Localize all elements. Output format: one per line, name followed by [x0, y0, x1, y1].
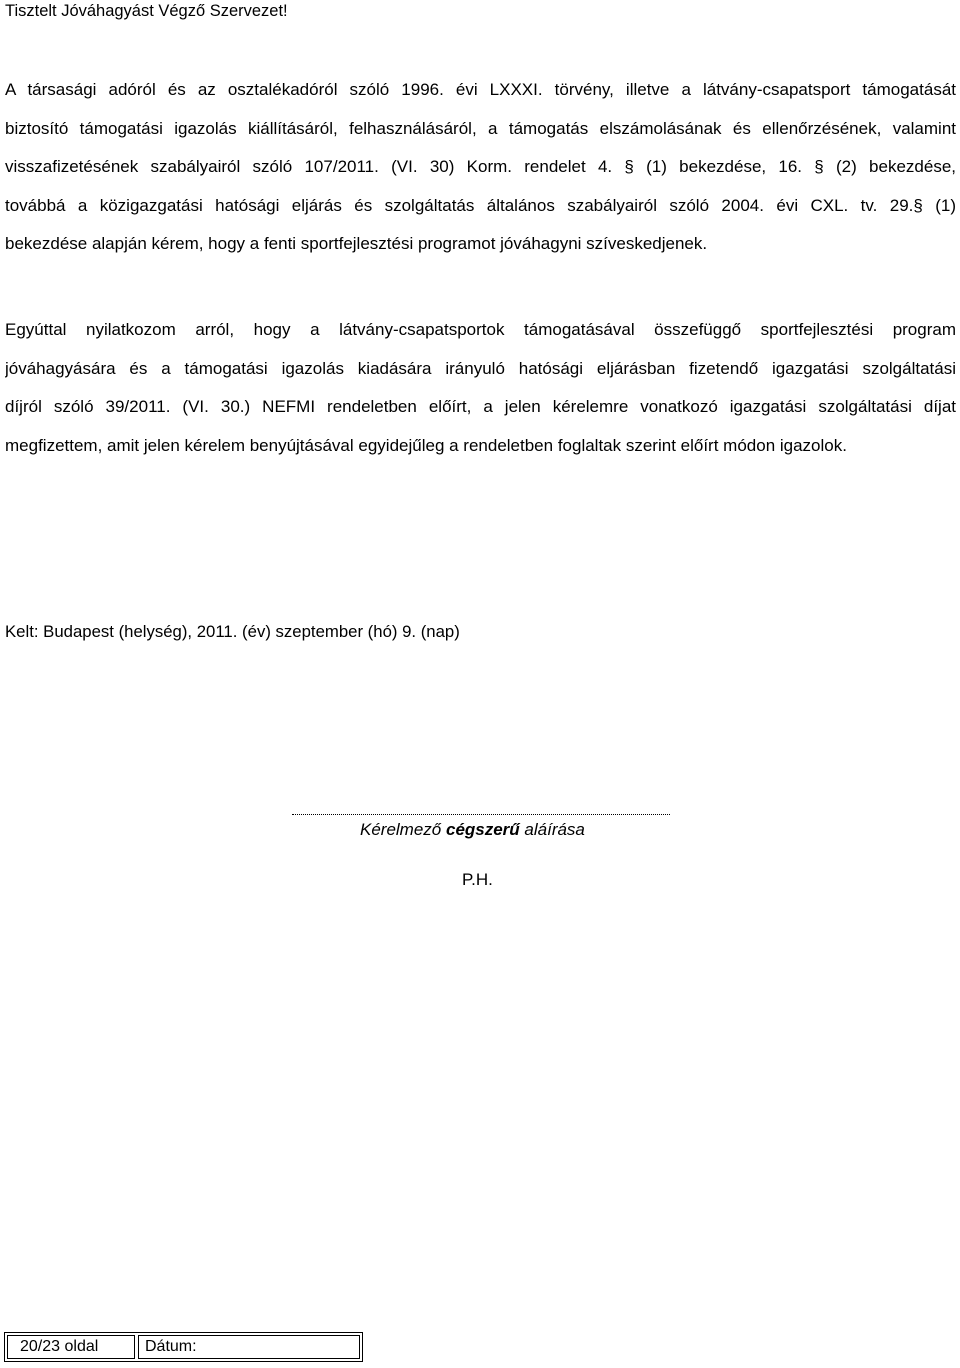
footer-date-field: Dátum:: [138, 1335, 360, 1359]
paragraph-line: Egyúttal nyilatkozom arról, hogy a látvány-csapatsportok támogatásával összefüggő sportfejlesztési program: [5, 320, 956, 339]
fee-declaration-paragraph: [5, 320, 956, 475]
paragraph-line: visszafizetésének szabályairól szóló 107/2011. (VI. 30) Korm. rendelet 4. § (1) bekezdése, 16. § (2) bekezdése,: [5, 157, 956, 177]
paragraph-line: biztosító támogatási igazolás kiállításáról, felhasználásáról, a támogatás elszámolásának és ellenőrzésének, valamint: [5, 118, 956, 138]
signature-emphasis: cégszerű: [445, 820, 520, 839]
paragraph-line: A társasági adóról és az osztalékadóról szóló 1996. évi LXXXI. törvény, illetve a látvány-csapatsport támogatását: [5, 80, 956, 99]
date-place-line: Kelt: Budapest (helység), 2011. (év) szeptember (hó) 9. (nap): [5, 622, 460, 641]
legal-basis-paragraph: [5, 80, 956, 273]
paragraph-line: továbbá a közigazgatási hatósági eljárás és szolgáltatás általános szabályairól szóló 2004. évi CXL. tv. 29.§ (1): [5, 195, 956, 215]
paragraph-line: bekezdése alapján kérem, hogy a fenti sportfejlesztési programot jóváhagyni szíveskedjenek.: [5, 234, 708, 254]
stamp-placeholder: P.H.: [462, 870, 493, 889]
greeting: Tisztelt Jóváhagyást Végző Szervezet!: [5, 1, 288, 20]
paragraph-line: díjról szóló 39/2011. (VI. 30.) NEFMI rendeletben előírt, a jelen kérelemre vonatkozó igazgatási szolgáltatási díjat: [5, 397, 956, 417]
page-footer: [4, 1332, 363, 1362]
signature-prefix: Kérelmező: [360, 820, 446, 839]
paragraph-line: jóváhagyására és a támogatási igazolás kiadására irányuló hatósági eljárásban fizetendő igazgatási szolgáltatási: [5, 358, 956, 378]
signature-suffix: aláírása: [519, 820, 585, 839]
signature-line: [292, 814, 670, 815]
page-number: 20/23 oldal: [7, 1335, 135, 1359]
signature-label: [360, 820, 585, 840]
paragraph-line: megfizettem, amit jelen kérelem benyújtásával egyidejűleg a rendeletben foglaltak szerint előírt módon igazolok.: [5, 436, 847, 456]
